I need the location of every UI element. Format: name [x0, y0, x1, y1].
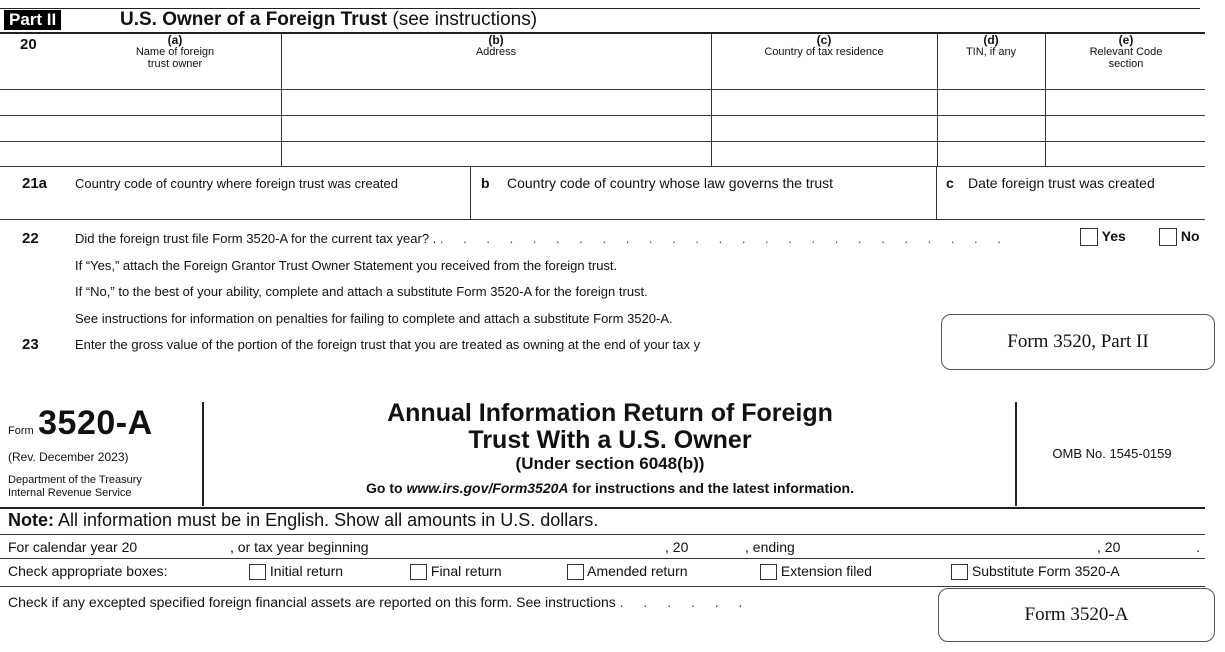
beginning-year-label: , 20: [665, 539, 689, 555]
line-22-note-no: If “No,” to the best of your ability, complete and attach a substitute Form 3520-A for the foreign trust.: [75, 284, 648, 299]
final-return-option[interactable]: [410, 563, 502, 580]
col-a-label1: Name of foreign: [135, 46, 215, 58]
col-rule: [470, 167, 471, 219]
col-b-letter: (b): [488, 33, 504, 47]
row-rule: [0, 534, 1205, 535]
line-22-note-yes: If “Yes,” attach the Foreign Grantor Trust Owner Statement you received from the foreign trust.: [75, 258, 618, 273]
calendar-year-field[interactable]: [185, 539, 227, 554]
amended-return-label: Amended return: [587, 563, 688, 579]
row-rule: [0, 558, 1205, 559]
note-line: [8, 510, 598, 531]
col-c-header: [712, 34, 936, 58]
part-title-main: U.S. Owner of a Foreign Trust: [120, 9, 388, 30]
line-20-number: 20: [20, 36, 37, 53]
code-section-cell[interactable]: [1046, 90, 1206, 114]
amended-return-option[interactable]: [567, 563, 688, 580]
row-rule: [0, 586, 1205, 587]
form-title-line1: Annual Information Return of Foreign: [387, 399, 833, 427]
part-label: Part II: [4, 10, 61, 30]
col-c-letter: (c): [816, 33, 832, 47]
tin-cell[interactable]: [938, 90, 1044, 114]
header-divider: [1015, 402, 1017, 506]
form-3520-part2-callout: Form 3520, Part II: [941, 314, 1215, 370]
line-21a-text: Country code of country where foreign trust was created: [75, 176, 398, 191]
line-22-no[interactable]: [1159, 228, 1200, 246]
line-22-number: 22: [22, 230, 39, 247]
col-e-label2: section: [1108, 58, 1144, 70]
col-d-label1: TIN, if any: [965, 46, 1017, 58]
yes-checkbox[interactable]: [1080, 228, 1098, 246]
extension-filed-label: Extension filed: [780, 563, 872, 579]
initial-return-checkbox[interactable]: [249, 564, 266, 580]
goto-url[interactable]: www.irs.gov/Form3520A: [406, 480, 569, 496]
col-c-label1: Country of tax residence: [764, 46, 884, 58]
irs-name: Internal Revenue Service: [8, 487, 132, 499]
col-b-label1: Address: [475, 46, 517, 58]
goto-line: [204, 480, 1016, 496]
row-rule: [0, 141, 1205, 142]
owner-name-cell[interactable]: [70, 90, 280, 114]
note-label: Note:: [8, 510, 54, 530]
final-return-label: Final return: [430, 563, 502, 579]
line-23-number: 23: [22, 336, 39, 353]
extension-filed-checkbox[interactable]: [760, 564, 777, 580]
excepted-assets-line: [8, 594, 750, 610]
calendar-year-label: For calendar year 20: [8, 539, 138, 555]
form-title-block: [204, 400, 1016, 496]
amended-return-checkbox[interactable]: [567, 564, 584, 580]
form-word: Form: [8, 425, 34, 437]
check-boxes-label: Check appropriate boxes:: [8, 563, 168, 579]
beginning-date-field[interactable]: [405, 539, 663, 554]
yes-label: Yes: [1101, 228, 1126, 244]
col-a-header: [70, 34, 280, 70]
form-title-line3: (Under section 6048(b)): [515, 454, 705, 473]
line-21b-text: Country code of country whose law governs the trust: [507, 175, 834, 191]
note-text: All information must be in English. Show all amounts in U.S. dollars.: [54, 510, 599, 530]
owner-address-cell[interactable]: [282, 90, 710, 114]
substitute-form-label: Substitute Form 3520-A: [971, 563, 1120, 579]
no-label: No: [1180, 228, 1200, 244]
col-rule: [936, 167, 937, 219]
row-rule: [0, 166, 1205, 167]
initial-return-label: Initial return: [269, 563, 344, 579]
line-22-yes[interactable]: [1080, 228, 1126, 246]
col-b-header: [282, 34, 710, 58]
row-rule: [0, 115, 1205, 116]
department-name: Department of the Treasury: [8, 474, 142, 486]
goto-post: for instructions and the latest information.: [568, 480, 854, 496]
col-a-label2: trust owner: [147, 58, 203, 70]
line-22-question: [75, 231, 1009, 246]
col-d-letter: (d): [983, 33, 999, 47]
ending-date-field[interactable]: [812, 539, 1092, 554]
col-d-header: [938, 34, 1044, 58]
substitute-form-option[interactable]: [951, 563, 1120, 580]
omb-number: OMB No. 1545-0159: [1052, 446, 1172, 461]
ending-year-label: , 20: [1097, 539, 1121, 555]
row-rule: [0, 219, 1205, 220]
ending-period: .: [1196, 539, 1200, 555]
initial-return-option[interactable]: [249, 563, 343, 580]
department-block: [8, 474, 142, 500]
line-23-text: Enter the gross value of the portion of the foreign trust that you are treated as owning at the end of your tax y: [75, 337, 701, 352]
line-22-question-text: Did the foreign trust file Form 3520-A for the current tax year? .: [75, 231, 437, 246]
excepted-assets-text: Check if any excepted specified foreign financial assets are reported on this form. See instructions: [8, 594, 616, 610]
leader-dots: . . . . . . . . . . . . . . . . . . . . . . . . .: [439, 231, 1009, 246]
col-a-letter: (a): [167, 33, 183, 47]
tax-year-beginning-label: , or tax year beginning: [230, 539, 369, 555]
extension-filed-option[interactable]: [760, 563, 872, 580]
part-title-note: (see instructions): [392, 9, 538, 30]
substitute-form-checkbox[interactable]: [951, 564, 968, 580]
form-number-block: [8, 404, 153, 443]
revision-date: (Rev. December 2023): [8, 450, 129, 464]
line-21b-letter: b: [481, 175, 490, 191]
col-e-header: [1046, 34, 1206, 70]
line-22-note-penalty: See instructions for information on penalties for failing to complete and attach a substitute Form 3520-A.: [75, 311, 673, 326]
part-title: [120, 9, 537, 31]
col-e-letter: (e): [1118, 33, 1134, 47]
ending-label: , ending: [745, 539, 795, 555]
final-return-checkbox[interactable]: [410, 564, 427, 580]
goto-pre: Go to: [366, 480, 407, 496]
leader-dots: . . . . . .: [619, 594, 751, 610]
header-rule: [0, 507, 1205, 509]
line-21c-text: Date foreign trust was created: [968, 175, 1155, 191]
form-3520a-callout: Form 3520-A: [938, 588, 1215, 642]
line-21a-number: 21a: [22, 175, 48, 192]
no-checkbox[interactable]: [1159, 228, 1177, 246]
form-title-line2: Trust With a U.S. Owner: [468, 426, 752, 454]
col-e-label1: Relevant Code: [1089, 46, 1163, 58]
tax-residence-cell[interactable]: [712, 90, 936, 114]
line-21c-letter: c: [946, 175, 954, 191]
form-number: 3520-A: [38, 404, 153, 442]
